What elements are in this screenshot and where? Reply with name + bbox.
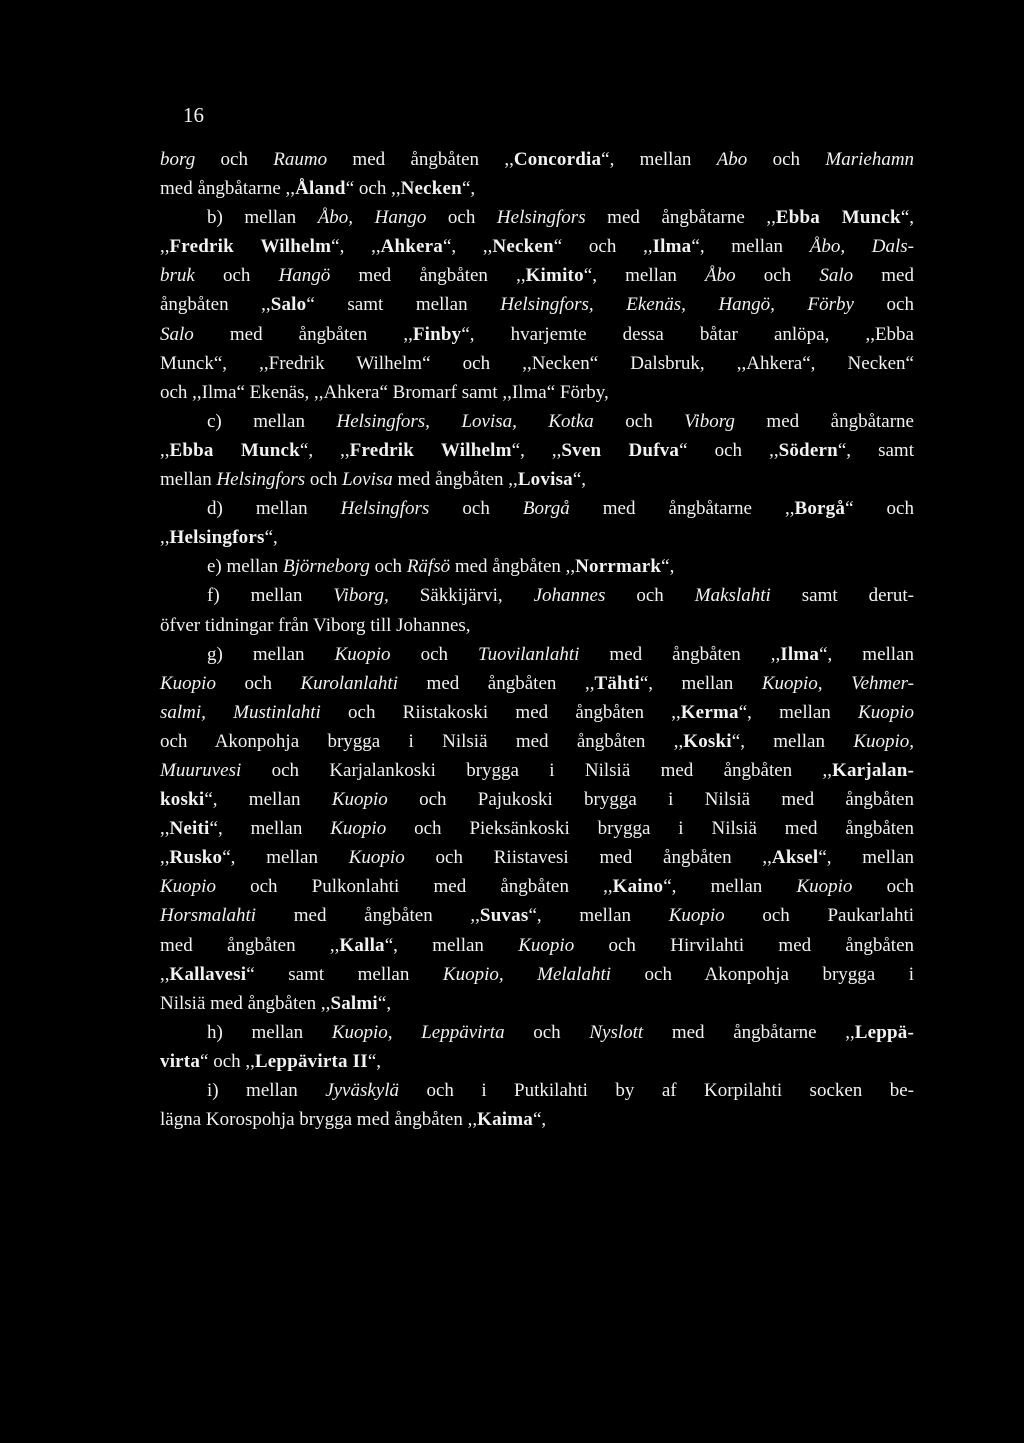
vessel-name: Kerma — [680, 701, 739, 723]
italic-place-name: Räfsö — [406, 556, 451, 578]
italic-place-name: Kuopio — [518, 934, 575, 956]
text-run: “, — [533, 1109, 547, 1131]
text-run: Munck“, ,,Fredrik Wilhelm“ och ,,Necken“ Dalsbruk, ,,Ahkera“, Necken“ — [160, 352, 914, 374]
text-run: ,, — [160, 439, 170, 461]
italic-place-name: Helsingfors, Ekenäs, Hangö, Förby — [500, 294, 854, 316]
text-line — [160, 1105, 914, 1134]
text-run: och Karjalankoski brygga i Nilsiä med ångbåten ,, — [241, 759, 832, 781]
italic-place-name: Kuopio — [796, 876, 853, 898]
text-run: med ångbåten ,, — [397, 672, 595, 694]
text-run: mellan — [160, 469, 217, 491]
vessel-name: koski — [160, 789, 205, 811]
text-run: och Hirvilahti med ångbåten — [574, 934, 915, 956]
italic-place-name: Kuopio — [348, 847, 405, 869]
text-run: och — [369, 556, 407, 578]
text-run: med ångbåtarne — [734, 410, 914, 432]
text-run: “ och ,, — [553, 236, 653, 258]
text-line — [160, 669, 914, 698]
text-run: “, — [661, 556, 675, 578]
text-run: med ångbåten ,, — [392, 469, 518, 491]
text-run: ,, — [160, 818, 170, 840]
vessel-name: Borgå — [794, 498, 846, 520]
vessel-name: Concordia — [513, 149, 602, 170]
text-line — [207, 552, 914, 581]
text-line — [160, 261, 914, 290]
text-run: ,, — [160, 527, 170, 549]
italic-place-name: Helsingfors, Lovisa, Kotka — [336, 410, 594, 432]
text-run: och Riistakoski med ångbåten ,, — [320, 701, 681, 723]
text-run: ,, — [160, 963, 170, 985]
text-line — [160, 232, 914, 261]
text-line — [160, 843, 914, 872]
text-run: “, ,, — [511, 439, 562, 461]
text-run: “ och — [845, 498, 914, 520]
text-run: “, samt — [837, 439, 914, 461]
text-run: med — [853, 265, 914, 287]
text-run: “, — [264, 527, 278, 549]
text-line — [160, 901, 914, 930]
italic-place-name: Muuruvesi — [160, 759, 242, 781]
text-run: och — [305, 469, 343, 491]
text-line — [160, 756, 914, 785]
text-run: och Riistavesi med ångbåten ,, — [404, 847, 772, 869]
text-run: c) mellan — [207, 410, 337, 432]
italic-place-name: Kuopio, Vehmer- — [761, 672, 914, 694]
text-line — [160, 320, 914, 349]
vessel-name: Neiti — [169, 818, 210, 840]
text-line — [160, 436, 914, 465]
text-run: och — [390, 643, 479, 665]
text-run: “, ,, — [299, 439, 350, 461]
text-run: “ samt mellan — [306, 294, 501, 316]
italic-place-name: Kuopio, Melalahti — [442, 963, 612, 985]
vessel-name: Kimito — [525, 265, 584, 287]
italic-place-name: Åbo — [704, 265, 736, 287]
vessel-name: virta — [160, 1050, 201, 1072]
vessel-name: Salmi — [330, 992, 378, 1014]
text-line — [207, 494, 914, 523]
text-run: e) mellan — [207, 556, 283, 578]
italic-place-name: Mariehamn — [825, 149, 915, 170]
vessel-name: Ahkera — [380, 236, 443, 258]
text-run: och — [853, 294, 914, 316]
text-run: “, mellan — [691, 236, 810, 258]
text-run: “, ,, — [331, 236, 381, 258]
italic-place-name: Kuopio — [858, 701, 914, 723]
text-run: “, mellan — [204, 789, 332, 811]
vessel-name: Karjalan- — [831, 759, 914, 781]
text-run: och — [735, 265, 820, 287]
text-run: och — [747, 149, 826, 170]
italic-place-name: Lovisa — [342, 469, 393, 491]
text-line — [207, 640, 914, 669]
italic-place-name: borg — [160, 149, 196, 170]
text-run: och i Putkilahti by af Korpilahti socken be- — [399, 1080, 915, 1101]
text-line — [160, 960, 914, 989]
text-line — [160, 349, 914, 378]
text-run: samt derut- — [770, 585, 914, 607]
text-run: med ångbåtarne ,, — [585, 207, 776, 229]
italic-place-name: salmi, Mustinlahti — [160, 701, 321, 723]
italic-place-name: Helsingfors — [216, 469, 306, 491]
text-run: och — [215, 672, 301, 694]
text-run: “, — [461, 178, 476, 200]
vessel-name: Ebba Munck — [169, 439, 300, 461]
text-run: i) mellan — [207, 1080, 326, 1101]
text-run: med ångbåtarne ,, — [160, 178, 296, 200]
text-run: och — [195, 149, 274, 170]
text-run: med ångbåtarne ,, — [569, 498, 795, 520]
text-run: “, mellan — [528, 905, 669, 927]
text-run: “ och ,, — [679, 439, 779, 461]
vessel-name: Fredrik Wilhelm — [169, 236, 332, 258]
italic-place-name: Johannes — [533, 585, 606, 607]
text-run: “, — [572, 469, 587, 491]
text-run: “ och ,, — [345, 178, 401, 200]
italic-place-name: Kuopio — [160, 876, 216, 898]
text-run: “, — [367, 1050, 382, 1072]
italic-place-name: Kurolanlahti — [300, 672, 398, 694]
italic-place-name: Tuovilanlahti — [478, 643, 580, 665]
vessel-name: Kaima — [477, 1109, 533, 1131]
italic-place-name: Åbo, Dals- — [809, 236, 915, 258]
text-line — [207, 1076, 914, 1105]
italic-place-name: Viborg, — [333, 585, 389, 607]
italic-place-name: Kuopio, Leppävirta — [331, 1021, 505, 1043]
vessel-name: Suvas — [479, 905, 529, 927]
text-run: “, mellan — [738, 701, 859, 723]
text-run: med ångbåtarne ,, — [643, 1021, 855, 1043]
text-line — [160, 145, 914, 174]
vessel-name: Södern — [778, 439, 838, 461]
text-run: “, hvarjemte dessa båtar anlöpa, ,,Ebba — [461, 323, 914, 345]
text-run: “, mellan — [209, 818, 331, 840]
vessel-name: Ilma — [780, 643, 820, 665]
italic-place-name: Salo — [160, 323, 194, 345]
text-line — [207, 581, 914, 610]
text-run: “, mellan — [583, 265, 705, 287]
text-run: och Akonpohja brygga i Nilsiä med ångbåten ,, — [160, 730, 684, 752]
text-run: “, mellan — [601, 149, 717, 170]
italic-place-name: Kuopio — [334, 643, 391, 665]
text-line — [207, 203, 914, 232]
text-line — [160, 1047, 914, 1076]
page-number: 16 — [183, 103, 204, 127]
vessel-name: Fredrik Wilhelm — [349, 439, 512, 461]
italic-place-name: Kuopio — [160, 672, 216, 694]
text-run: ,, — [160, 236, 170, 258]
italic-place-name: bruk — [160, 265, 195, 287]
vessel-name: Kalla — [339, 934, 385, 956]
text-run: “, mellan — [639, 672, 762, 694]
text-line — [160, 727, 914, 756]
text-run: “, mellan — [222, 847, 349, 869]
italic-place-name: Abo — [716, 149, 748, 170]
text-run: “, ,, — [443, 236, 493, 258]
text-run: med ångbåten ,, — [579, 643, 781, 665]
text-line — [160, 465, 914, 494]
text-run: och Pieksänkoski brygga i Nilsiä med ångbåten — [386, 818, 914, 840]
vessel-name: Ilma — [652, 236, 692, 258]
text-run: “ och ,, — [200, 1050, 255, 1072]
vessel-name: Leppä- — [854, 1021, 914, 1043]
text-line — [160, 814, 914, 843]
italic-place-name: Nyslott — [589, 1021, 644, 1043]
text-run: och ,,Ilma“ Ekenäs, ,,Ahkera“ Bromarf samt ,,Ilma“ Förby, — [160, 381, 609, 403]
text-run: “, — [900, 207, 915, 229]
text-run: och Paukarlahti — [724, 905, 915, 927]
text-run: och — [426, 207, 497, 229]
text-line — [160, 872, 914, 901]
italic-place-name: Kuopio — [331, 789, 388, 811]
italic-place-name: Kuopio, — [853, 730, 915, 752]
italic-place-name: Horsmalahti — [160, 905, 257, 927]
text-run: och — [593, 410, 685, 432]
italic-place-name: Raumo — [273, 149, 328, 170]
text-run: och — [429, 498, 523, 520]
vessel-name: Tähti — [594, 672, 640, 694]
text-run: g) mellan — [207, 643, 335, 665]
text-line — [160, 290, 914, 319]
text-run: h) mellan — [207, 1021, 332, 1043]
vessel-name: Leppävirta II — [254, 1050, 368, 1072]
text-run: och Pajukoski brygga i Nilsiä med ångbåten — [387, 789, 914, 811]
text-run: och — [504, 1021, 590, 1043]
text-run: och Pulkonlahti med ångbåten ,, — [215, 876, 613, 898]
text-run: f) mellan — [207, 585, 334, 607]
text-run: med ångbåten ,, — [160, 934, 340, 956]
text-line — [160, 931, 914, 960]
body-text — [160, 145, 914, 1134]
text-run: “, mellan — [731, 730, 854, 752]
text-run: “, — [377, 992, 392, 1014]
vessel-name: Åland — [295, 178, 346, 200]
vessel-name: Sven Dufva — [561, 439, 680, 461]
text-line — [160, 611, 914, 640]
text-run: “, mellan — [384, 934, 519, 956]
text-run: “ samt mellan — [246, 963, 443, 985]
text-line — [160, 523, 914, 552]
text-run: och — [194, 265, 279, 287]
text-line — [160, 989, 914, 1018]
text-run: med ångbåten ,, — [330, 265, 526, 287]
vessel-name: Kaino — [612, 876, 664, 898]
vessel-name: Necken — [492, 236, 554, 258]
vessel-name: Salo — [270, 294, 307, 316]
text-run: och — [605, 585, 695, 607]
italic-place-name: Helsingfors — [340, 498, 430, 520]
vessel-name: Norrmark — [575, 556, 662, 578]
text-run: Nilsiä med ångbåten ,, — [160, 992, 331, 1014]
text-run: öfver tidningar från Viborg till Johannes, — [160, 614, 471, 636]
text-line — [207, 407, 914, 436]
text-run: b) mellan — [207, 207, 318, 229]
text-run: d) mellan — [207, 498, 341, 520]
italic-place-name: Borgå — [522, 498, 570, 520]
vessel-name: Aksel — [771, 847, 819, 869]
text-run: och Akonpohja brygga i — [611, 963, 915, 985]
italic-place-name: Jyväskylä — [325, 1080, 400, 1101]
vessel-name: Helsingfors — [169, 527, 265, 549]
vessel-name: Necken — [400, 178, 462, 200]
text-line — [160, 785, 914, 814]
italic-place-name: Helsingfors — [496, 207, 586, 229]
text-run: med ångbåten ,, — [256, 905, 480, 927]
text-run: med ångbåten ,, — [327, 149, 514, 170]
text-run: med ångbåten ,, — [193, 323, 413, 345]
text-run: “, mellan — [818, 847, 915, 869]
vessel-name: Ebba Munck — [775, 207, 901, 229]
text-line — [160, 698, 914, 727]
italic-place-name: Björneborg — [282, 556, 370, 578]
text-run: Säkkijärvi, — [388, 585, 534, 607]
text-run: lägna Korospohja brygga med ångbåten ,, — [160, 1109, 478, 1131]
italic-place-name: Åbo, Hango — [317, 207, 427, 229]
text-line — [160, 174, 914, 203]
text-run: och — [852, 876, 915, 898]
text-run: “, mellan — [663, 876, 797, 898]
italic-place-name: Kuopio — [330, 818, 387, 840]
vessel-name: Finby — [412, 323, 462, 345]
vessel-name: Kallavesi — [169, 963, 247, 985]
italic-place-name: Kuopio — [668, 905, 725, 927]
vessel-name: Lovisa — [517, 469, 573, 491]
italic-place-name: Viborg — [684, 410, 735, 432]
text-run: med ångbåten ,, — [450, 556, 576, 578]
text-run: ,, — [160, 847, 170, 869]
text-line — [207, 1018, 914, 1047]
text-run: “, mellan — [819, 643, 915, 665]
vessel-name: Koski — [683, 730, 732, 752]
vessel-name: Rusko — [169, 847, 223, 869]
italic-place-name: Hangö — [278, 265, 331, 287]
text-line — [160, 378, 914, 407]
text-run: ångbåten ,, — [160, 294, 271, 316]
italic-place-name: Salo — [819, 265, 854, 287]
italic-place-name: Makslahti — [694, 585, 771, 607]
